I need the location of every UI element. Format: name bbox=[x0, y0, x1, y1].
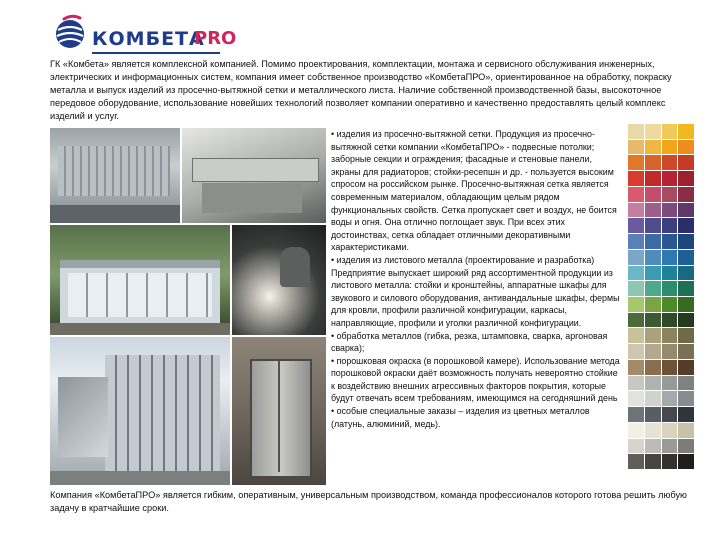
color-swatch bbox=[645, 187, 661, 202]
color-swatch bbox=[678, 266, 694, 281]
color-swatch bbox=[662, 234, 678, 249]
color-swatch bbox=[678, 187, 694, 202]
color-swatch bbox=[678, 344, 694, 359]
color-swatch bbox=[662, 391, 678, 406]
color-swatch bbox=[662, 376, 678, 391]
bending-machine-photo bbox=[182, 128, 326, 223]
color-swatch bbox=[678, 407, 694, 422]
globe-logo-icon bbox=[52, 14, 88, 50]
footer-paragraph: Компания «КомбетаПРО» является гибким, оперативным, универсальным производством, команда профессионалов которого готова решить любую задачу в кратчайшие сроки. bbox=[50, 490, 687, 513]
color-swatch bbox=[678, 124, 694, 139]
color-swatch bbox=[628, 187, 644, 202]
color-swatch bbox=[628, 439, 644, 454]
color-swatch bbox=[645, 297, 661, 312]
color-swatch bbox=[645, 234, 661, 249]
color-swatch bbox=[662, 407, 678, 422]
color-swatch bbox=[678, 297, 694, 312]
logo-name: КОМБЕТА bbox=[92, 28, 205, 50]
color-swatch bbox=[628, 313, 644, 328]
color-swatch bbox=[678, 360, 694, 375]
elevator-door-photo bbox=[232, 337, 326, 485]
color-swatch bbox=[645, 439, 661, 454]
color-swatch bbox=[662, 250, 678, 265]
color-swatch bbox=[662, 155, 678, 170]
color-swatch bbox=[678, 250, 694, 265]
color-swatch bbox=[645, 423, 661, 438]
color-swatch bbox=[628, 281, 644, 296]
color-swatch bbox=[678, 423, 694, 438]
color-swatch bbox=[628, 203, 644, 218]
perforated-panels-photo bbox=[50, 128, 180, 223]
color-swatch bbox=[662, 266, 678, 281]
pavilion-building-photo bbox=[50, 225, 230, 335]
company-logo bbox=[52, 14, 237, 54]
services-text bbox=[331, 128, 623, 430]
color-swatch bbox=[645, 376, 661, 391]
color-swatch bbox=[628, 171, 644, 186]
color-swatch bbox=[645, 203, 661, 218]
color-swatch bbox=[645, 266, 661, 281]
color-swatch bbox=[628, 454, 644, 469]
color-swatch bbox=[662, 140, 678, 155]
color-swatch bbox=[628, 391, 644, 406]
color-swatch bbox=[662, 454, 678, 469]
color-swatch bbox=[662, 203, 678, 218]
color-swatch bbox=[678, 218, 694, 233]
color-swatch bbox=[628, 407, 644, 422]
color-swatch bbox=[645, 281, 661, 296]
color-swatch bbox=[662, 187, 678, 202]
color-swatch bbox=[678, 328, 694, 343]
color-swatch bbox=[662, 328, 678, 343]
welder-photo bbox=[232, 225, 326, 335]
color-swatch bbox=[628, 297, 644, 312]
color-swatch bbox=[662, 281, 678, 296]
color-swatch bbox=[645, 313, 661, 328]
color-swatch bbox=[678, 203, 694, 218]
color-swatch bbox=[678, 155, 694, 170]
color-swatch bbox=[628, 250, 644, 265]
service-item-powder-coating: • порошковая окраска (в порошковой камере). Использование метода порошковой окраски даёт возможность получать невероятно стойкие к воздействию внешних агрессивных факторов покрытия, которые будут отвечать всем требованиям, имеющимся на сегодняшний день bbox=[331, 355, 620, 404]
color-swatch bbox=[645, 391, 661, 406]
color-swatch bbox=[678, 234, 694, 249]
color-swatch bbox=[662, 297, 678, 312]
color-swatch bbox=[645, 454, 661, 469]
color-swatch bbox=[628, 328, 644, 343]
color-swatch bbox=[662, 124, 678, 139]
color-swatch bbox=[662, 218, 678, 233]
photo-collage bbox=[50, 128, 326, 485]
service-item-mesh: • изделия из просечно-вытяжной сетки. Продукция из просечно-вытяжной сетки компании «КомбетаПРО» - подвесные потолки; заборные секции и ограждения; фасадные и стеновые панели, экраны для радиаторов; стойки-ресепшн и др. - пользуется высоким спросом на российском рынке. Просечно-вытяжная сетка является современным материалом, обладающим целым рядом функциональных свойств. Сетка пропускает свет и воздух, не боится воды и огня. Она отлично поглощает звук. При всех этих достоинствах, сетка обладает отличными декоративными характеристиками. bbox=[331, 129, 617, 253]
color-swatch bbox=[628, 360, 644, 375]
service-item-sheet-metal: • изделия из листового металла (проектирование и разработка) Предприятие выпускает широкий ряд ассортиментной продукции из листового металла: стойки и кронштейны, аппаратные шкафы для звукового и силового оборудования, антивандальные шкафы, фермы для кровли, профили различной конфигурации, каркасы, направляющие, профили и уголки различной конфигурации. bbox=[331, 254, 620, 328]
color-swatch bbox=[662, 344, 678, 359]
color-swatch bbox=[645, 155, 661, 170]
color-swatch bbox=[678, 140, 694, 155]
color-swatch bbox=[628, 124, 644, 139]
color-swatch bbox=[628, 266, 644, 281]
color-swatch bbox=[678, 439, 694, 454]
color-swatch bbox=[678, 376, 694, 391]
color-palette bbox=[628, 124, 694, 469]
color-swatch bbox=[645, 407, 661, 422]
color-swatch bbox=[645, 250, 661, 265]
intro-paragraph: ГК «Комбета» является комплексной компанией. Помимо проектирования, комплектации, монтажа и сервисного обслуживания инженерных, электрических и информационных систем, компания имеет собственное производство «КомбетаПРО», ориентированное на обработку, покраску металла и выпуск изделий из просечно-вытяжной сетки и металлического листа. Наличие собственной производственной базы, высокоточное передовое оборудование, использование новейших технологий позволяет компании оперативно и качественно предоставлять целый комплекс изделий и услуг. bbox=[50, 59, 672, 121]
color-swatch bbox=[645, 140, 661, 155]
logo-suffix: PRO bbox=[194, 28, 237, 49]
color-swatch bbox=[678, 313, 694, 328]
color-swatch bbox=[628, 344, 644, 359]
color-swatch bbox=[628, 423, 644, 438]
color-swatch bbox=[678, 391, 694, 406]
service-item-special-orders: • особые специальные заказы – изделия из цветных металлов (латунь, алюминий, медь). bbox=[331, 406, 590, 429]
color-swatch bbox=[662, 360, 678, 375]
color-swatch bbox=[678, 281, 694, 296]
logo-underline bbox=[92, 52, 220, 54]
color-swatch bbox=[662, 313, 678, 328]
color-swatch bbox=[678, 454, 694, 469]
color-swatch bbox=[628, 155, 644, 170]
color-swatch bbox=[662, 171, 678, 186]
perforated-facade-photo bbox=[50, 337, 230, 485]
color-swatch bbox=[678, 171, 694, 186]
color-swatch bbox=[645, 218, 661, 233]
color-swatch bbox=[628, 234, 644, 249]
color-swatch bbox=[628, 218, 644, 233]
color-swatch bbox=[645, 171, 661, 186]
service-item-metal-processing: • обработка металлов (гибка, резка, штамповка, сварка, аргоновая сварка); bbox=[331, 330, 608, 354]
color-swatch bbox=[628, 376, 644, 391]
color-swatch bbox=[645, 344, 661, 359]
color-swatch bbox=[628, 140, 644, 155]
color-swatch bbox=[662, 423, 678, 438]
color-swatch bbox=[645, 360, 661, 375]
color-swatch bbox=[662, 439, 678, 454]
color-swatch bbox=[645, 124, 661, 139]
color-swatch bbox=[645, 328, 661, 343]
